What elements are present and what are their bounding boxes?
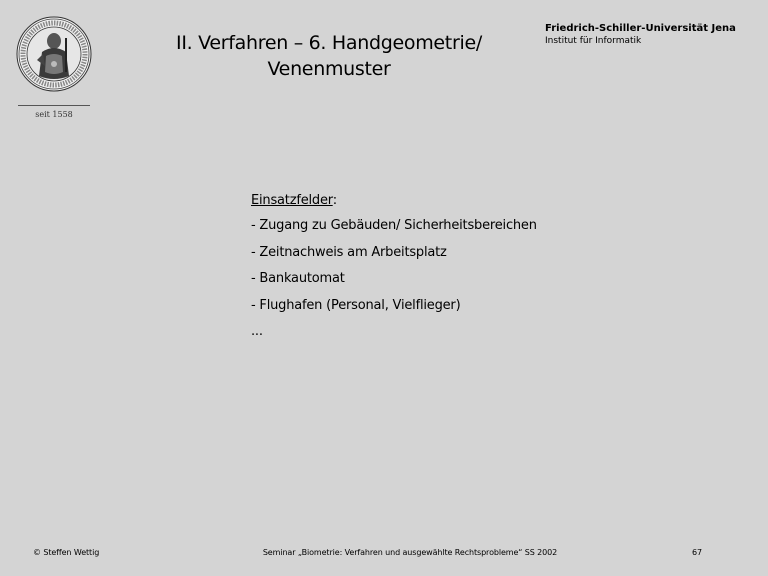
list-item: - Flughafen (Personal, Vielflieger) bbox=[251, 297, 461, 313]
slide-title-line-1: II. Verfahren – 6. Handgeometrie/ bbox=[176, 32, 482, 54]
institution-block bbox=[545, 22, 760, 47]
content-heading-text: Einsatzfelder bbox=[251, 193, 333, 208]
university-logo bbox=[16, 16, 92, 119]
university-name: Friedrich-Schiller-Universität Jena bbox=[545, 23, 736, 34]
footer-author: © Steffen Wettig bbox=[33, 548, 100, 557]
content-heading-colon: : bbox=[332, 193, 337, 208]
list-item: - Bankautomat bbox=[251, 271, 345, 286]
university-seal-icon bbox=[16, 16, 92, 92]
slide-title bbox=[140, 30, 518, 82]
list-item: - Zeitnachweis am Arbeitsplatz bbox=[251, 244, 447, 260]
content-list bbox=[251, 188, 721, 346]
logo-divider bbox=[18, 105, 90, 106]
footer-page-number: 67 bbox=[692, 548, 702, 557]
list-item: - Zugang zu Gebäuden/ Sicherheitsbereichen bbox=[251, 218, 537, 233]
footer-seminar: Seminar „Biometrie: Verfahren und ausgewählte Rechtsprobleme“ SS 2002 bbox=[262, 548, 558, 557]
logo-caption: seit 1558 bbox=[35, 110, 73, 119]
department-name: Institut für Informatik bbox=[545, 36, 642, 46]
content-heading bbox=[251, 188, 721, 213]
slide-title-line-2: Venenmuster bbox=[267, 58, 391, 80]
list-item: ... bbox=[251, 324, 263, 339]
